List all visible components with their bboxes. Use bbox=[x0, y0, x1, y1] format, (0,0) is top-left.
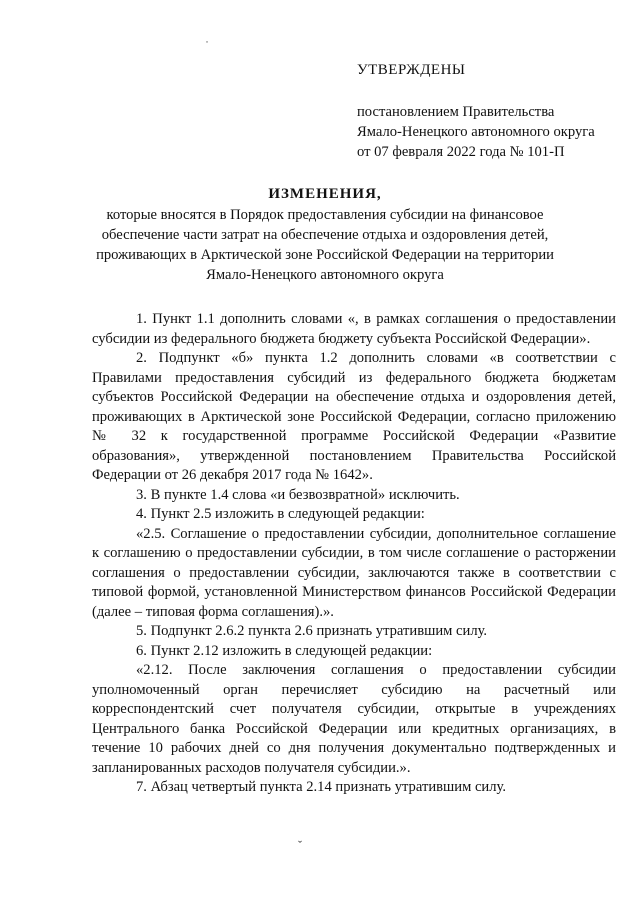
subtitle-line: которые вносятся в Порядок предоставления субсидии на финансовое bbox=[106, 207, 544, 223]
paragraph-7: 7. Абзац четвертый пункта 2.14 признать утратившим силу. bbox=[136, 779, 507, 795]
paragraph-3: 3. В пункте 1.4 слова «и безвозвратной» исключить. bbox=[136, 486, 460, 503]
approval-block bbox=[357, 60, 627, 162]
subtitle-line: проживающих в Арктической зоне Российской Федерации на территории bbox=[96, 247, 554, 263]
paragraph-2: 2. Подпункт «б» пункта 1.2 дополнить словами «в соответствии с Правилами предоставления субсидий из федерального бюджета бюджетам субъектов Российской Федерации на обеспечение отдыха и оздоровления детей, проживающих в Арктической зоне Российской Федерации, согласно приложению № 32 к государственной программе Российской Федерации «Развитие образования», утвержденной постановлением Правительства Российской Федерации от 26 декабря 2017 года № 1642». bbox=[92, 350, 616, 483]
scan-mark: ˇ bbox=[298, 838, 302, 852]
scan-mark: ˙ bbox=[205, 38, 209, 52]
subtitle-line: Ямало-Ненецкого автономного округа bbox=[206, 267, 444, 283]
document-subtitle bbox=[80, 205, 570, 285]
approval-line: Ямало-Ненецкого автономного округа bbox=[357, 124, 595, 140]
document-title: ИЗМЕНЕНИЯ, bbox=[268, 186, 382, 202]
quoted-paragraph-2-12: «2.12. После заключения соглашения о предоставлении субсидии уполномоченный орган перечисляет субсидию на расчетный или корреспондентский счет получателя субсидии, открытые в учреждениях Центрального банка Российской Федерации или кредитных организациях, в течение 10 рабочих дней со дня получения документально подтвержденных и запланированных расходов получателя субсидии.». bbox=[92, 662, 616, 776]
paragraph-5: 5. Подпункт 2.6.2 пункта 2.6 признать утратившим силу. bbox=[136, 623, 488, 639]
quoted-paragraph-2-5: «2.5. Соглашение о предоставлении субсидии, дополнительное соглашение к соглашению о предоставлении субсидии, в том числе соглашение о расторжении соглашения о предоставлении субсидии, заключаются также в соответствии с типовой формой, установленной Министерством финансов Российской Федерации (далее – типовая форма соглашения).». bbox=[92, 525, 616, 620]
paragraph-1: 1. Пункт 1.1 дополнить словами «, в рамках соглашения о предоставлении субсидии из федерального бюджета бюджету субъекта Российской Федерации». bbox=[92, 311, 616, 347]
approval-title: УТВЕРЖДЕНЫ bbox=[357, 62, 466, 78]
approval-line: от 07 февраля 2022 года № 101-П bbox=[357, 144, 565, 160]
paragraph-6: 6. Пункт 2.12 изложить в следующей редакции: bbox=[136, 642, 433, 659]
approval-line: постановлением Правительства bbox=[357, 104, 555, 120]
subtitle-line: обеспечение части затрат на обеспечение отдыха и оздоровления детей, bbox=[101, 227, 549, 243]
document-body bbox=[92, 310, 616, 798]
paragraph-4: 4. Пункт 2.5 изложить в следующей редакции: bbox=[136, 506, 425, 522]
